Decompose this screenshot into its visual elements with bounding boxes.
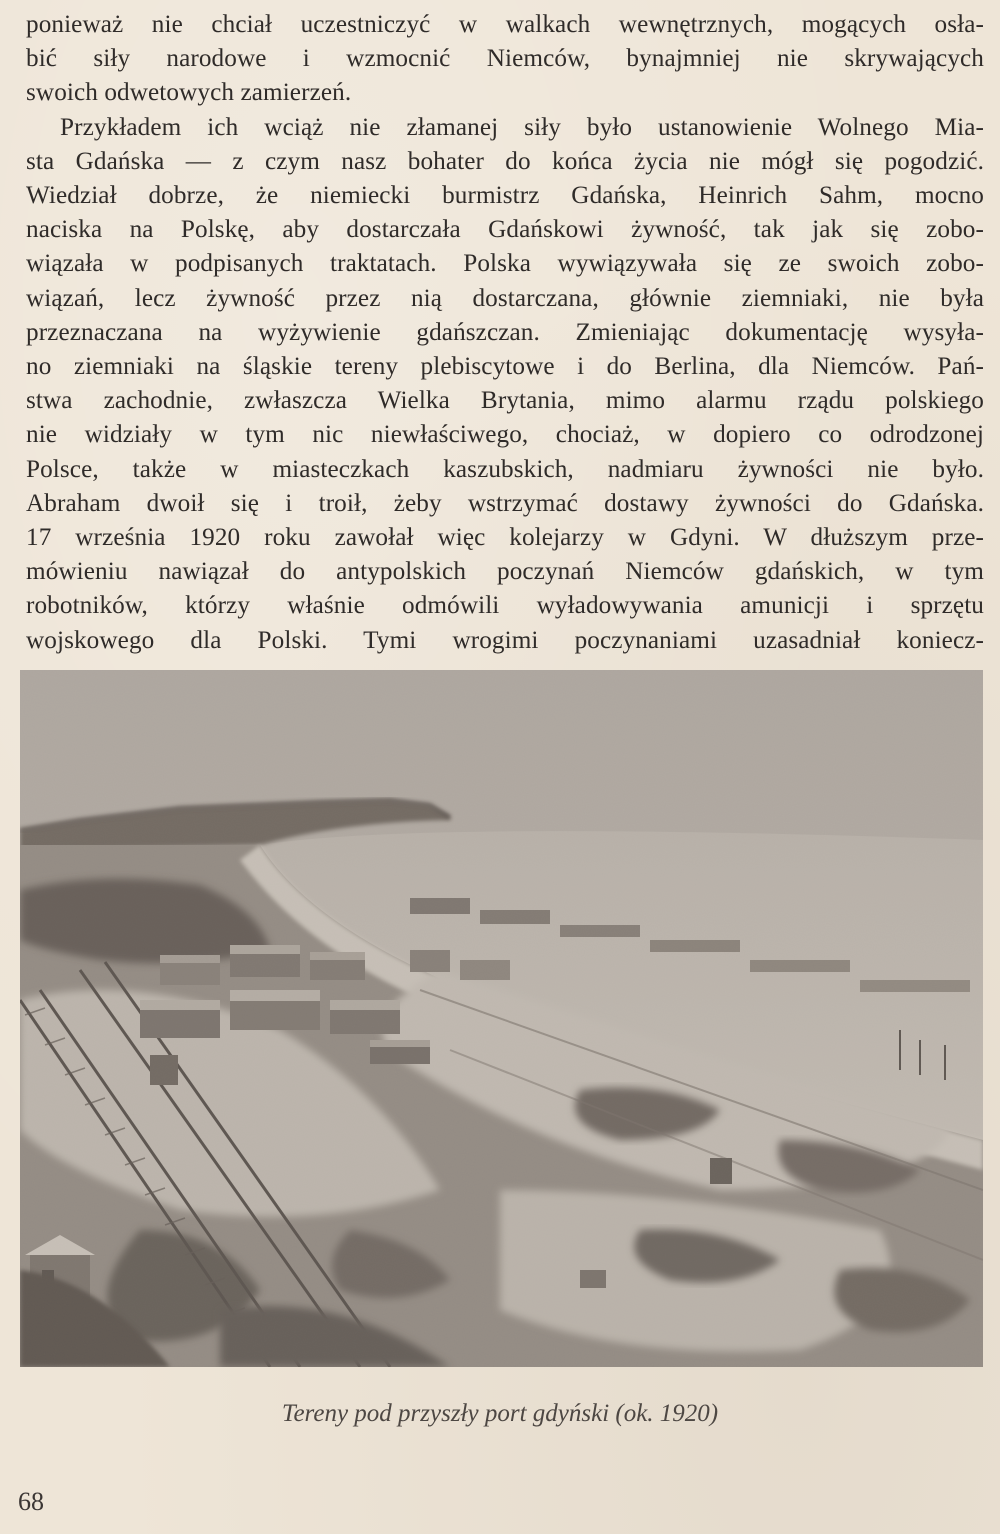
text-line: przeznaczana na wyżywienie gdańszczan. Zmieniając dokumentację wysyła- (26, 318, 984, 346)
text-line: robotników, którzy właśnie odmówili wyładowywania amunicji i sprzętu (26, 592, 984, 620)
text-line: 17 września 1920 roku zawołał więc kolejarzy w Gdyni. W dłuższym prze- (26, 524, 984, 552)
text-line: wojskowego dla Polski. Tymi wrogimi poczynaniami uzasadniał koniecz- (26, 626, 984, 654)
text-line: mówieniu nawiązał do antypolskich poczynań Niemców gdańskich, w tym (26, 558, 984, 586)
text-line: wiązała w podpisanych traktatach. Polska wywiązywała się ze swoich zobo- (26, 250, 984, 278)
page-number: 68 (18, 1487, 44, 1516)
text-line: ponieważ nie chciał uczestniczyć w walkach wewnętrznych, mogących osła- (26, 11, 984, 38)
photo-caption: Tereny pod przyszły port gdyński (ok. 1920) (281, 1400, 719, 1427)
text-line: wiązań, lecz żywność przez nią dostarczana, głównie ziemniaki, nie była (26, 284, 984, 312)
body-text (26, 8, 984, 658)
text-line: sta Gdańska — z czym nasz bohater do końca życia nie mógł się pogodzić. (26, 147, 984, 175)
text-line: swoich odwetowych zamierzeń. (26, 79, 352, 107)
text-line: naciska na Polskę, aby dostarczała Gdańskowi żywność, tak jak się zobo- (26, 216, 984, 244)
photo-illustration (20, 670, 983, 1367)
text-line: Abraham dwoił się i troił, żeby wstrzymać dostawy żywności do Gdańska. (26, 489, 984, 517)
text-line: Polsce, także w miasteczkach kaszubskich, nadmiaru żywności nie było. (26, 455, 984, 483)
text-line: stwa zachodnie, zwłaszcza Wielka Brytania, mimo alarmu rządu polskiego (26, 387, 984, 415)
text-line: nie widziały w tym nic niewłaściwego, chociaż, w dopiero co odrodzonej (26, 421, 984, 449)
text-line: bić siły narodowe i wzmocnić Niemców, bynajmniej nie skrywających (26, 45, 984, 73)
historical-photo (20, 670, 983, 1367)
text-line: Przykładem ich wciąż nie złamanej siły było ustanowienie Wolnego Mia- (60, 113, 984, 141)
text-line: Wiedział dobrze, że niemiecki burmistrz Gdańska, Heinrich Sahm, mocno (26, 182, 984, 210)
text-line: no ziemniaki na śląskie tereny plebiscytowe i do Berlina, dla Niemców. Pań- (26, 353, 984, 381)
